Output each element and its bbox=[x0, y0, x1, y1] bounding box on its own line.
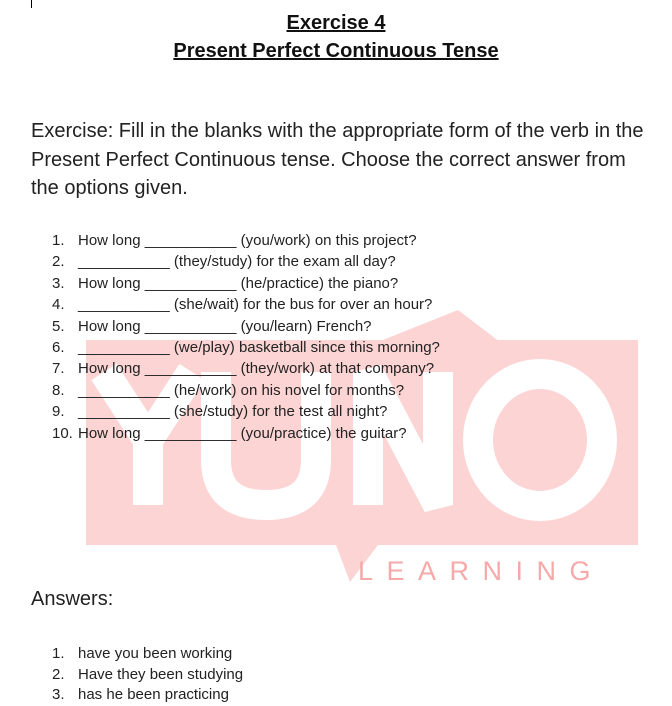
question-list bbox=[52, 230, 440, 444]
question-number: 1. bbox=[52, 232, 65, 249]
answer-text: have you been working bbox=[78, 645, 233, 662]
question-item bbox=[52, 273, 440, 294]
instructions-paragraph: Exercise: Fill in the blanks with the appropriate form of the verb in the Present Perfect Continuous tense. Choose the correct answer from the options given. bbox=[31, 120, 644, 199]
question-number: 9. bbox=[52, 403, 65, 421]
question-number: 6. bbox=[52, 338, 65, 356]
question-item bbox=[52, 294, 440, 315]
question-item bbox=[52, 316, 440, 337]
answer-item bbox=[52, 644, 243, 665]
watermark-learning-text: LEARNING bbox=[358, 556, 605, 586]
question-number: 4. bbox=[52, 296, 65, 314]
answer-item bbox=[52, 685, 243, 706]
question-text: How long ___________ (you/learn) French? bbox=[78, 317, 372, 335]
question-text: ___________ (he/work) on his novel for months? bbox=[78, 381, 405, 399]
answer-text: has he been practicing bbox=[78, 686, 229, 704]
question-text: ___________ (she/wait) for the bus for over an hour? bbox=[78, 296, 433, 314]
question-number: 7. bbox=[52, 360, 65, 378]
answer-number: 2. bbox=[52, 665, 65, 683]
answer-list bbox=[52, 644, 243, 706]
question-text: How long ___________ (he/practice) the piano? bbox=[78, 274, 399, 292]
answers-heading: Answers: bbox=[31, 588, 114, 610]
question-number: 5. bbox=[52, 317, 65, 335]
question-text: How long ___________ (you/work) on this project? bbox=[78, 232, 417, 249]
question-item bbox=[52, 251, 440, 272]
question-number: 3. bbox=[52, 274, 65, 292]
answer-item bbox=[52, 665, 243, 686]
question-number: 8. bbox=[52, 381, 65, 399]
exercise-subtitle: Present Perfect Continuous Tense bbox=[173, 40, 499, 62]
answer-text: Have they been studying bbox=[78, 665, 244, 683]
question-text: ___________ (they/study) for the exam all day? bbox=[78, 253, 396, 271]
question-item bbox=[52, 380, 440, 401]
question-item bbox=[52, 230, 440, 251]
question-number: 2. bbox=[52, 253, 65, 271]
exercise-title: Exercise 4 bbox=[286, 12, 386, 34]
question-number: 10. bbox=[52, 424, 73, 442]
answer-number: 1. bbox=[52, 645, 65, 662]
question-item bbox=[52, 401, 440, 422]
question-item bbox=[52, 358, 440, 379]
question-text: ___________ (she/study) for the test all night? bbox=[78, 403, 388, 421]
answer-number: 3. bbox=[52, 686, 65, 704]
question-item bbox=[52, 423, 440, 444]
question-text: ___________ (we/play) basketball since this morning? bbox=[78, 338, 440, 356]
question-text: How long ___________ (they/work) at that company? bbox=[78, 360, 435, 378]
question-item bbox=[52, 337, 440, 358]
question-text: How long ___________ (you/practice) the guitar? bbox=[78, 424, 407, 442]
